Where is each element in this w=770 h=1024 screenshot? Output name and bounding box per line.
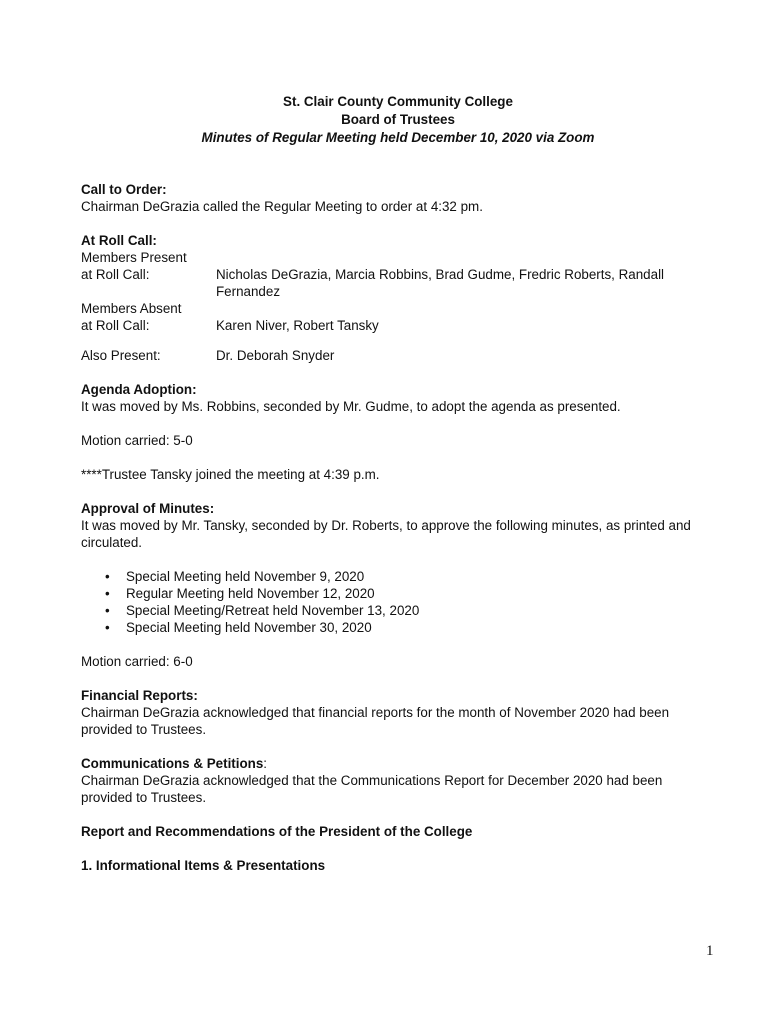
members-absent-row [81, 317, 701, 334]
list-item-text: Regular Meeting held November 12, 2020 [126, 586, 375, 601]
tansky-note: ****Trustee Tansky joined the meeting at 4:39 p.m. [81, 467, 380, 482]
communications-text: Chairman DeGrazia acknowledged that the Communications Report for December 2020 had been provided to Trustees. [81, 773, 663, 805]
agenda-motion: Motion carried: 5-0 [81, 433, 193, 448]
bullet-icon: • [105, 603, 110, 618]
financial-text: Chairman DeGrazia acknowledged that financial reports for the month of November 2020 had been provided to Trustees. [81, 705, 670, 737]
minutes-motion: Motion carried: 6-0 [81, 654, 193, 669]
list-item [81, 568, 701, 585]
list-item-text: Special Meeting held November 30, 2020 [126, 620, 372, 635]
board-name: Board of Trustees [341, 112, 455, 127]
members-absent-label: Members Absent [81, 301, 182, 316]
bullet-icon: • [105, 569, 110, 584]
members-absent-names: Karen Niver, Robert Tansky [216, 318, 379, 333]
minutes-body [81, 181, 701, 874]
members-present-label: Members Present [81, 250, 187, 265]
communications-heading-line [81, 755, 701, 772]
minutes-list [81, 568, 701, 636]
page-number: 1 [706, 943, 714, 959]
informational-items-heading: 1. Informational Items & Presentations [81, 858, 326, 873]
communications-heading: Communications & Petitions [81, 756, 264, 771]
roll-call-heading: At Roll Call: [81, 233, 157, 248]
also-present-names: Dr. Deborah Snyder [216, 348, 335, 363]
bullet-icon: • [105, 586, 110, 601]
list-item-text: Special Meeting held November 9, 2020 [126, 569, 365, 584]
members-present-label-2: at Roll Call: [81, 267, 150, 282]
document-header [0, 93, 770, 147]
call-to-order-text: Chairman DeGrazia called the Regular Meeting to order at 4:32 pm. [81, 199, 483, 214]
list-item-text: Special Meeting/Retreat held November 13, 2020 [126, 603, 420, 618]
call-to-order-heading: Call to Order: [81, 182, 167, 197]
also-present-row [81, 347, 701, 364]
members-absent-label-2: at Roll Call: [81, 318, 150, 333]
members-present-names: Nicholas DeGrazia, Marcia Robbins, Brad Gudme, Fredric Roberts, Randall Fernandez [216, 267, 665, 299]
college-name: St. Clair County Community College [283, 94, 513, 109]
agenda-heading: Agenda Adoption: [81, 382, 197, 397]
meeting-title: Minutes of Regular Meeting held December 10, 2020 via Zoom [201, 130, 595, 145]
list-item [81, 602, 701, 619]
president-report-heading: Report and Recommendations of the President of the College [81, 824, 473, 839]
agenda-text: It was moved by Ms. Robbins, seconded by Mr. Gudme, to adopt the agenda as presented. [81, 399, 621, 414]
members-present-row [81, 266, 701, 300]
communications-colon: : [263, 756, 268, 771]
minutes-heading: Approval of Minutes: [81, 501, 215, 516]
financial-heading: Financial Reports: [81, 688, 198, 703]
bullet-icon: • [105, 620, 110, 635]
list-item [81, 619, 701, 636]
list-item [81, 585, 701, 602]
minutes-text: It was moved by Mr. Tansky, seconded by Dr. Roberts, to approve the following minutes, as printed and circulated. [81, 518, 691, 550]
also-present-label: Also Present: [81, 348, 161, 363]
